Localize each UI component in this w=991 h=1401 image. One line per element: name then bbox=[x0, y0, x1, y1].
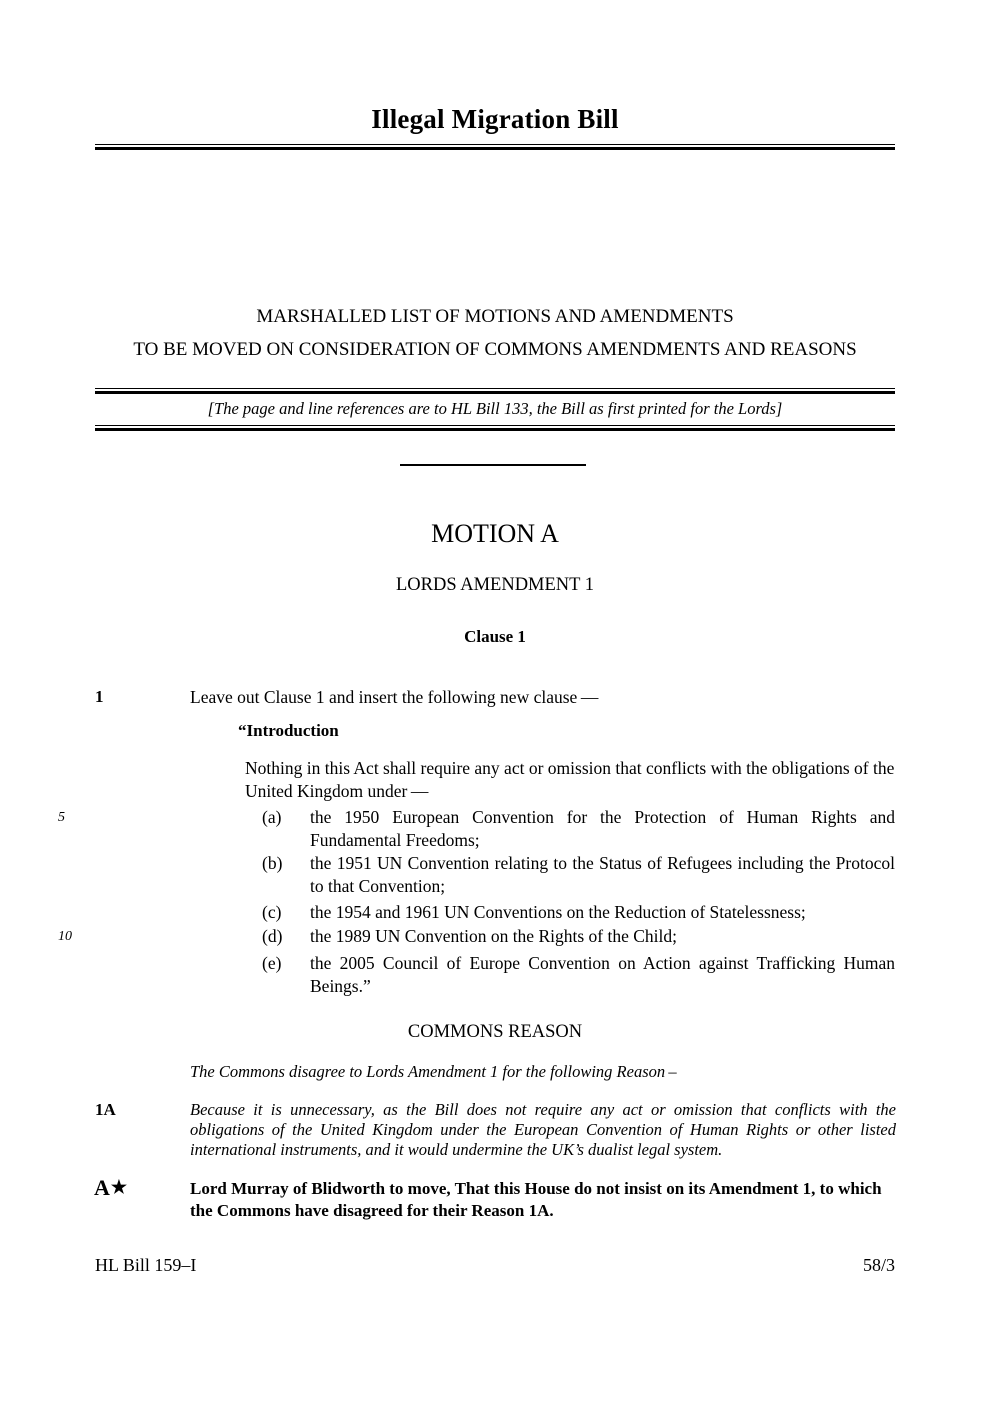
list-item-marker: (c) bbox=[262, 902, 282, 922]
list-item-text: the 1951 UN Convention relating to the Status of Refugees including the Protocol to that Convention; bbox=[310, 853, 895, 896]
line-number-10: 10 bbox=[58, 929, 72, 944]
section-divider-rule bbox=[400, 464, 586, 466]
list-item bbox=[262, 925, 895, 948]
amendment-number: 1 bbox=[95, 687, 104, 706]
list-item bbox=[262, 952, 895, 998]
list-item-text: the 1950 European Convention for the Protection of Human Rights and Fundamental Freedoms; bbox=[310, 807, 895, 850]
rule-thick-line bbox=[95, 147, 895, 150]
reason-text: Because it is unnecessary, as the Bill does not require any act or omission that conflicts with the obligations of the United Kingdom under the European Convention of Human Rights or other listed international instruments, and it would undermine the UK’s dualist legal system. bbox=[190, 1100, 896, 1159]
subtitle-to-be-moved: TO BE MOVED ON CONSIDERATION OF COMMONS AMENDMENTS AND REASONS bbox=[133, 339, 857, 360]
amendment-lead-in: Leave out Clause 1 and insert the following new clause — bbox=[190, 687, 599, 707]
list-item bbox=[262, 901, 895, 924]
motion-statement-text: Lord Murray of Blidworth to move, That this House do not insist on its Amendment 1, to which the Commons have disagreed for their Reason 1A. bbox=[190, 1179, 882, 1220]
line-number-5: 5 bbox=[58, 810, 65, 825]
list-item-text: the 1989 UN Convention on the Rights of the Child; bbox=[310, 926, 677, 946]
reason-number: 1A bbox=[95, 1100, 116, 1119]
list-item-marker: (e) bbox=[262, 953, 282, 973]
title-double-rule bbox=[95, 144, 895, 150]
reference-note: [The page and line references are to HL Bill 133, the Bill as first printed for the Lords] bbox=[207, 399, 783, 418]
rule-thick-line bbox=[95, 428, 895, 431]
note-bottom-double-rule bbox=[95, 425, 895, 431]
note-top-double-rule bbox=[95, 388, 895, 394]
list-item-text: the 2005 Council of Europe Convention on Action against Trafficking Human Beings.” bbox=[310, 953, 895, 996]
amendment-body-text: Nothing in this Act shall require any act or omission that conflicts with the obligations of the United Kingdom under — bbox=[245, 758, 895, 801]
list-item-text: the 1954 and 1961 UN Conventions on the Reduction of Statelessness; bbox=[310, 902, 806, 922]
list-item-marker: (b) bbox=[262, 853, 283, 873]
footer-page-reference: 58/3 bbox=[862, 1255, 895, 1275]
rule-thick-line bbox=[95, 391, 895, 394]
footer-bill-number: HL Bill 159–I bbox=[95, 1255, 197, 1275]
star-icon: ★ bbox=[110, 1177, 129, 1197]
page-title: Illegal Migration Bill bbox=[371, 104, 619, 134]
motion-marker-letter: A bbox=[94, 1175, 111, 1200]
lords-amendment-heading: LORDS AMENDMENT 1 bbox=[395, 575, 595, 595]
commons-disagree-line: The Commons disagree to Lords Amendment 1 for the following Reason – bbox=[190, 1062, 677, 1081]
commons-reason-heading: COMMONS REASON bbox=[407, 1022, 583, 1042]
motion-marker bbox=[94, 1175, 128, 1201]
clause-heading: Clause 1 bbox=[464, 627, 526, 646]
list-item bbox=[262, 806, 895, 852]
list-item-marker: (a) bbox=[262, 807, 282, 827]
subtitle-marshalled-list: MARSHALLED LIST OF MOTIONS AND AMENDMENTS bbox=[256, 306, 734, 327]
inserted-clause-heading: “Introduction bbox=[238, 721, 339, 740]
motion-heading: MOTION A bbox=[431, 519, 559, 548]
list-item-marker: (d) bbox=[262, 926, 283, 946]
list-item bbox=[262, 852, 895, 898]
